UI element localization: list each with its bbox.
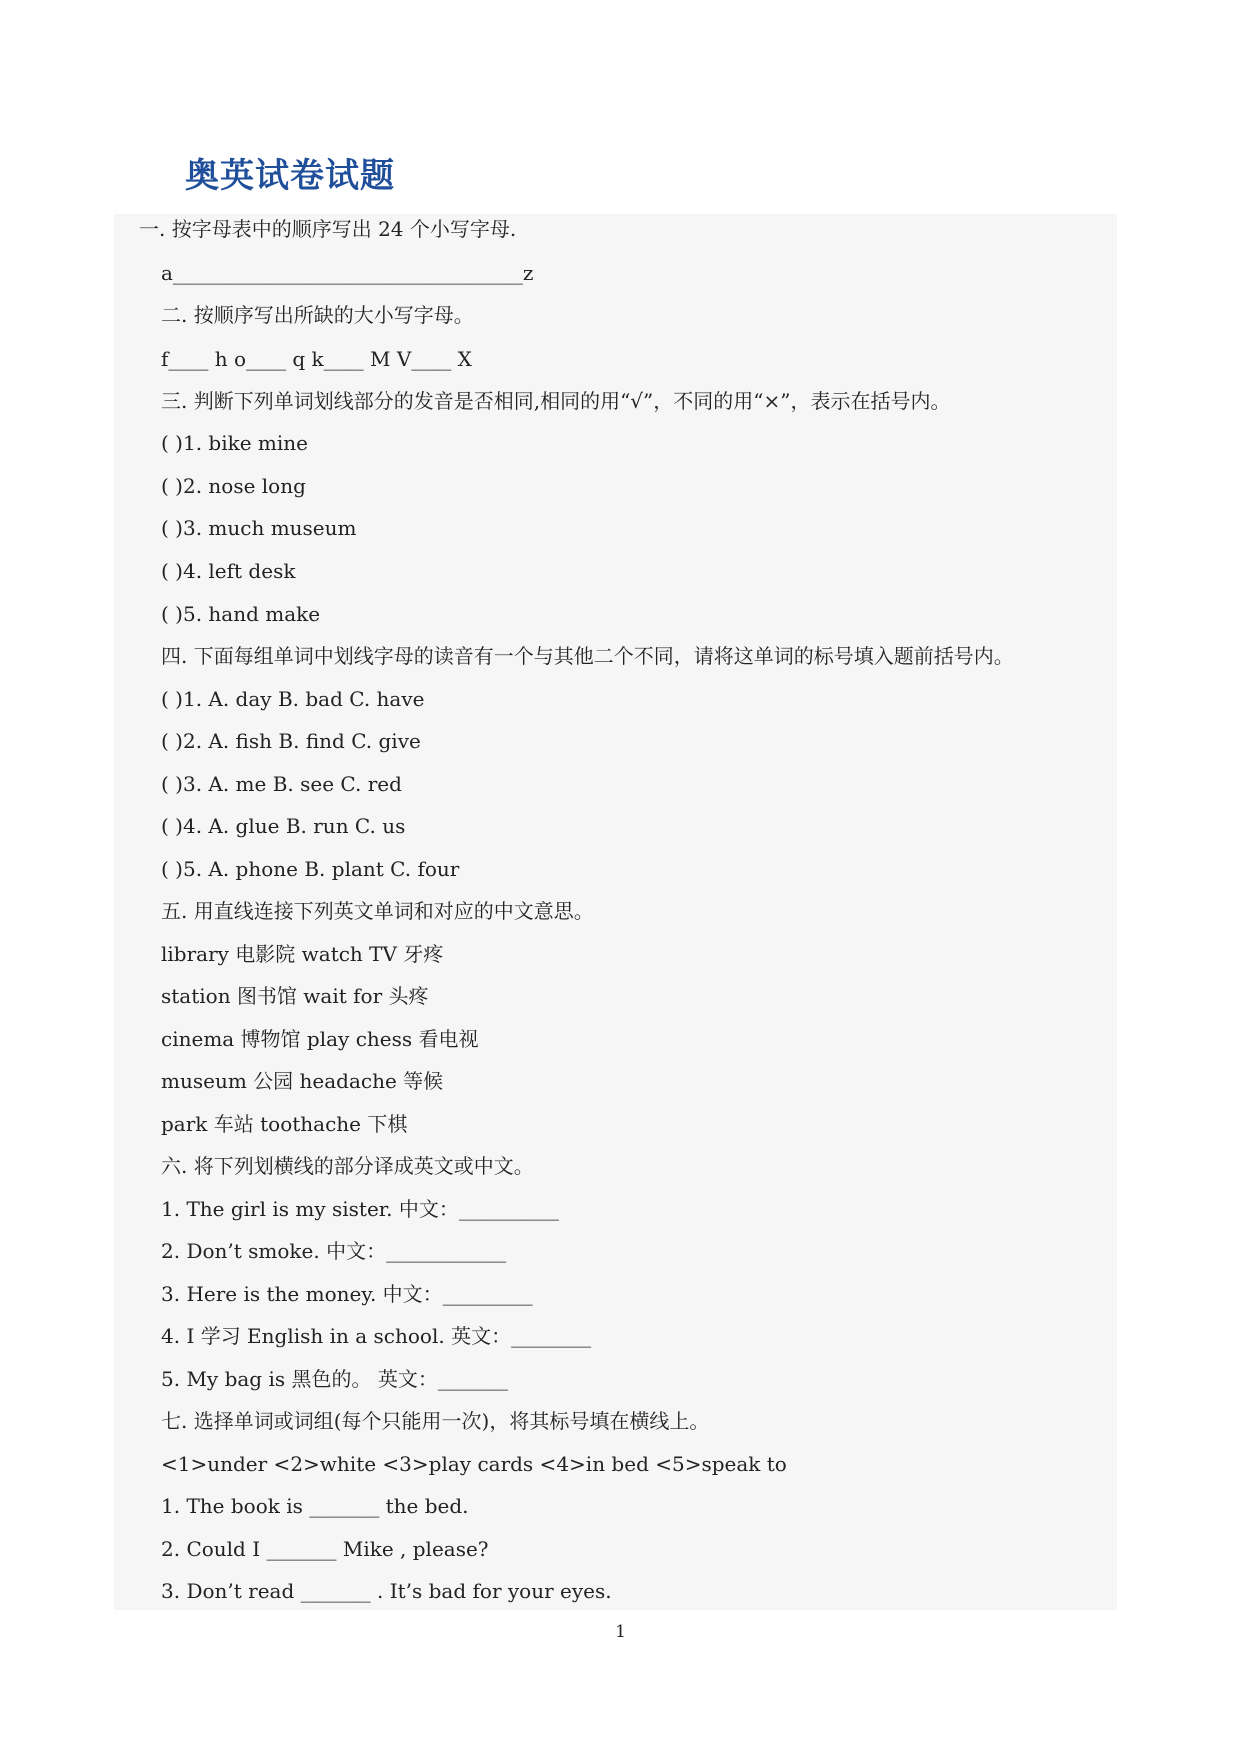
missing-letters-line: f____ h o____ q k____ M V____ X (161, 347, 472, 371)
list-item: 1. The book is _______ the bed. (161, 1494, 469, 1518)
list-item: ( )3. A. me B. see C. red (161, 772, 402, 796)
list-item: ( )4. A. glue B. run C. us (161, 814, 406, 838)
list-item: ( )4. left desk (161, 559, 296, 583)
list-item: 4. I 学习 English in a school. 英文：________ (161, 1324, 592, 1348)
list-item: ( )1. bike mine (161, 431, 308, 455)
alphabet-blank-line: a___________________________________z (161, 261, 534, 285)
list-item: library 电影院 watch TV 牙疼 (161, 942, 444, 966)
section-3-heading: 三. 判断下列单词划线部分的发音是否相同,相同的用“√”，不同的用“×”，表示在括号内。 (161, 389, 951, 413)
list-item: 2. Don’t smoke. 中文：____________ (161, 1239, 507, 1263)
list-item: ( )3. much museum (161, 516, 357, 540)
list-item: 5. My bag is 黑色的。 英文：_______ (161, 1367, 508, 1391)
page-number: 1 (615, 1622, 626, 1642)
document-title: 奥英试卷试题 (185, 156, 395, 196)
section-2-heading: 二. 按顺序写出所缺的大小写字母。 (161, 303, 474, 327)
list-item: ( )5. A. phone B. plant C. four (161, 857, 460, 881)
list-item: 3. Here is the money. 中文：_________ (161, 1282, 533, 1306)
section-7-heading: 七. 选择单词或词组(每个只能用一次)，将其标号填在横线上。 (161, 1409, 710, 1433)
section-5-heading: 五. 用直线连接下列英文单词和对应的中文意思。 (161, 899, 594, 923)
list-item: park 车站 toothache 下棋 (161, 1112, 408, 1136)
section-4-heading: 四. 下面每组单词中划线字母的读音有一个与其他二个不同，请将这单词的标号填入题前括号内。 (161, 644, 1014, 668)
list-item: ( )5. hand make (161, 602, 321, 626)
list-item: ( )2. A. fish B. find C. give (161, 729, 421, 753)
list-item: museum 公园 headache 等候 (161, 1069, 444, 1093)
list-item: ( )1. A. day B. bad C. have (161, 687, 425, 711)
section-1-heading: 一. 按字母表中的顺序写出 24 个小写字母. (139, 217, 517, 241)
list-item: cinema 博物馆 play chess 看电视 (161, 1027, 479, 1051)
list-item: 3. Don’t read _______ . It’s bad for your eyes. (161, 1579, 612, 1603)
list-item: ( )2. nose long (161, 474, 306, 498)
list-item: 1. The girl is my sister. 中文：__________ (161, 1197, 559, 1221)
list-item: 2. Could I _______ Mike , please? (161, 1537, 489, 1561)
section-6-heading: 六. 将下列划横线的部分译成英文或中文。 (161, 1154, 534, 1178)
word-choices-line: <1>under <2>white <3>play cards <4>in bed <5>speak to (161, 1452, 787, 1476)
list-item: station 图书馆 wait for 头疼 (161, 984, 429, 1008)
